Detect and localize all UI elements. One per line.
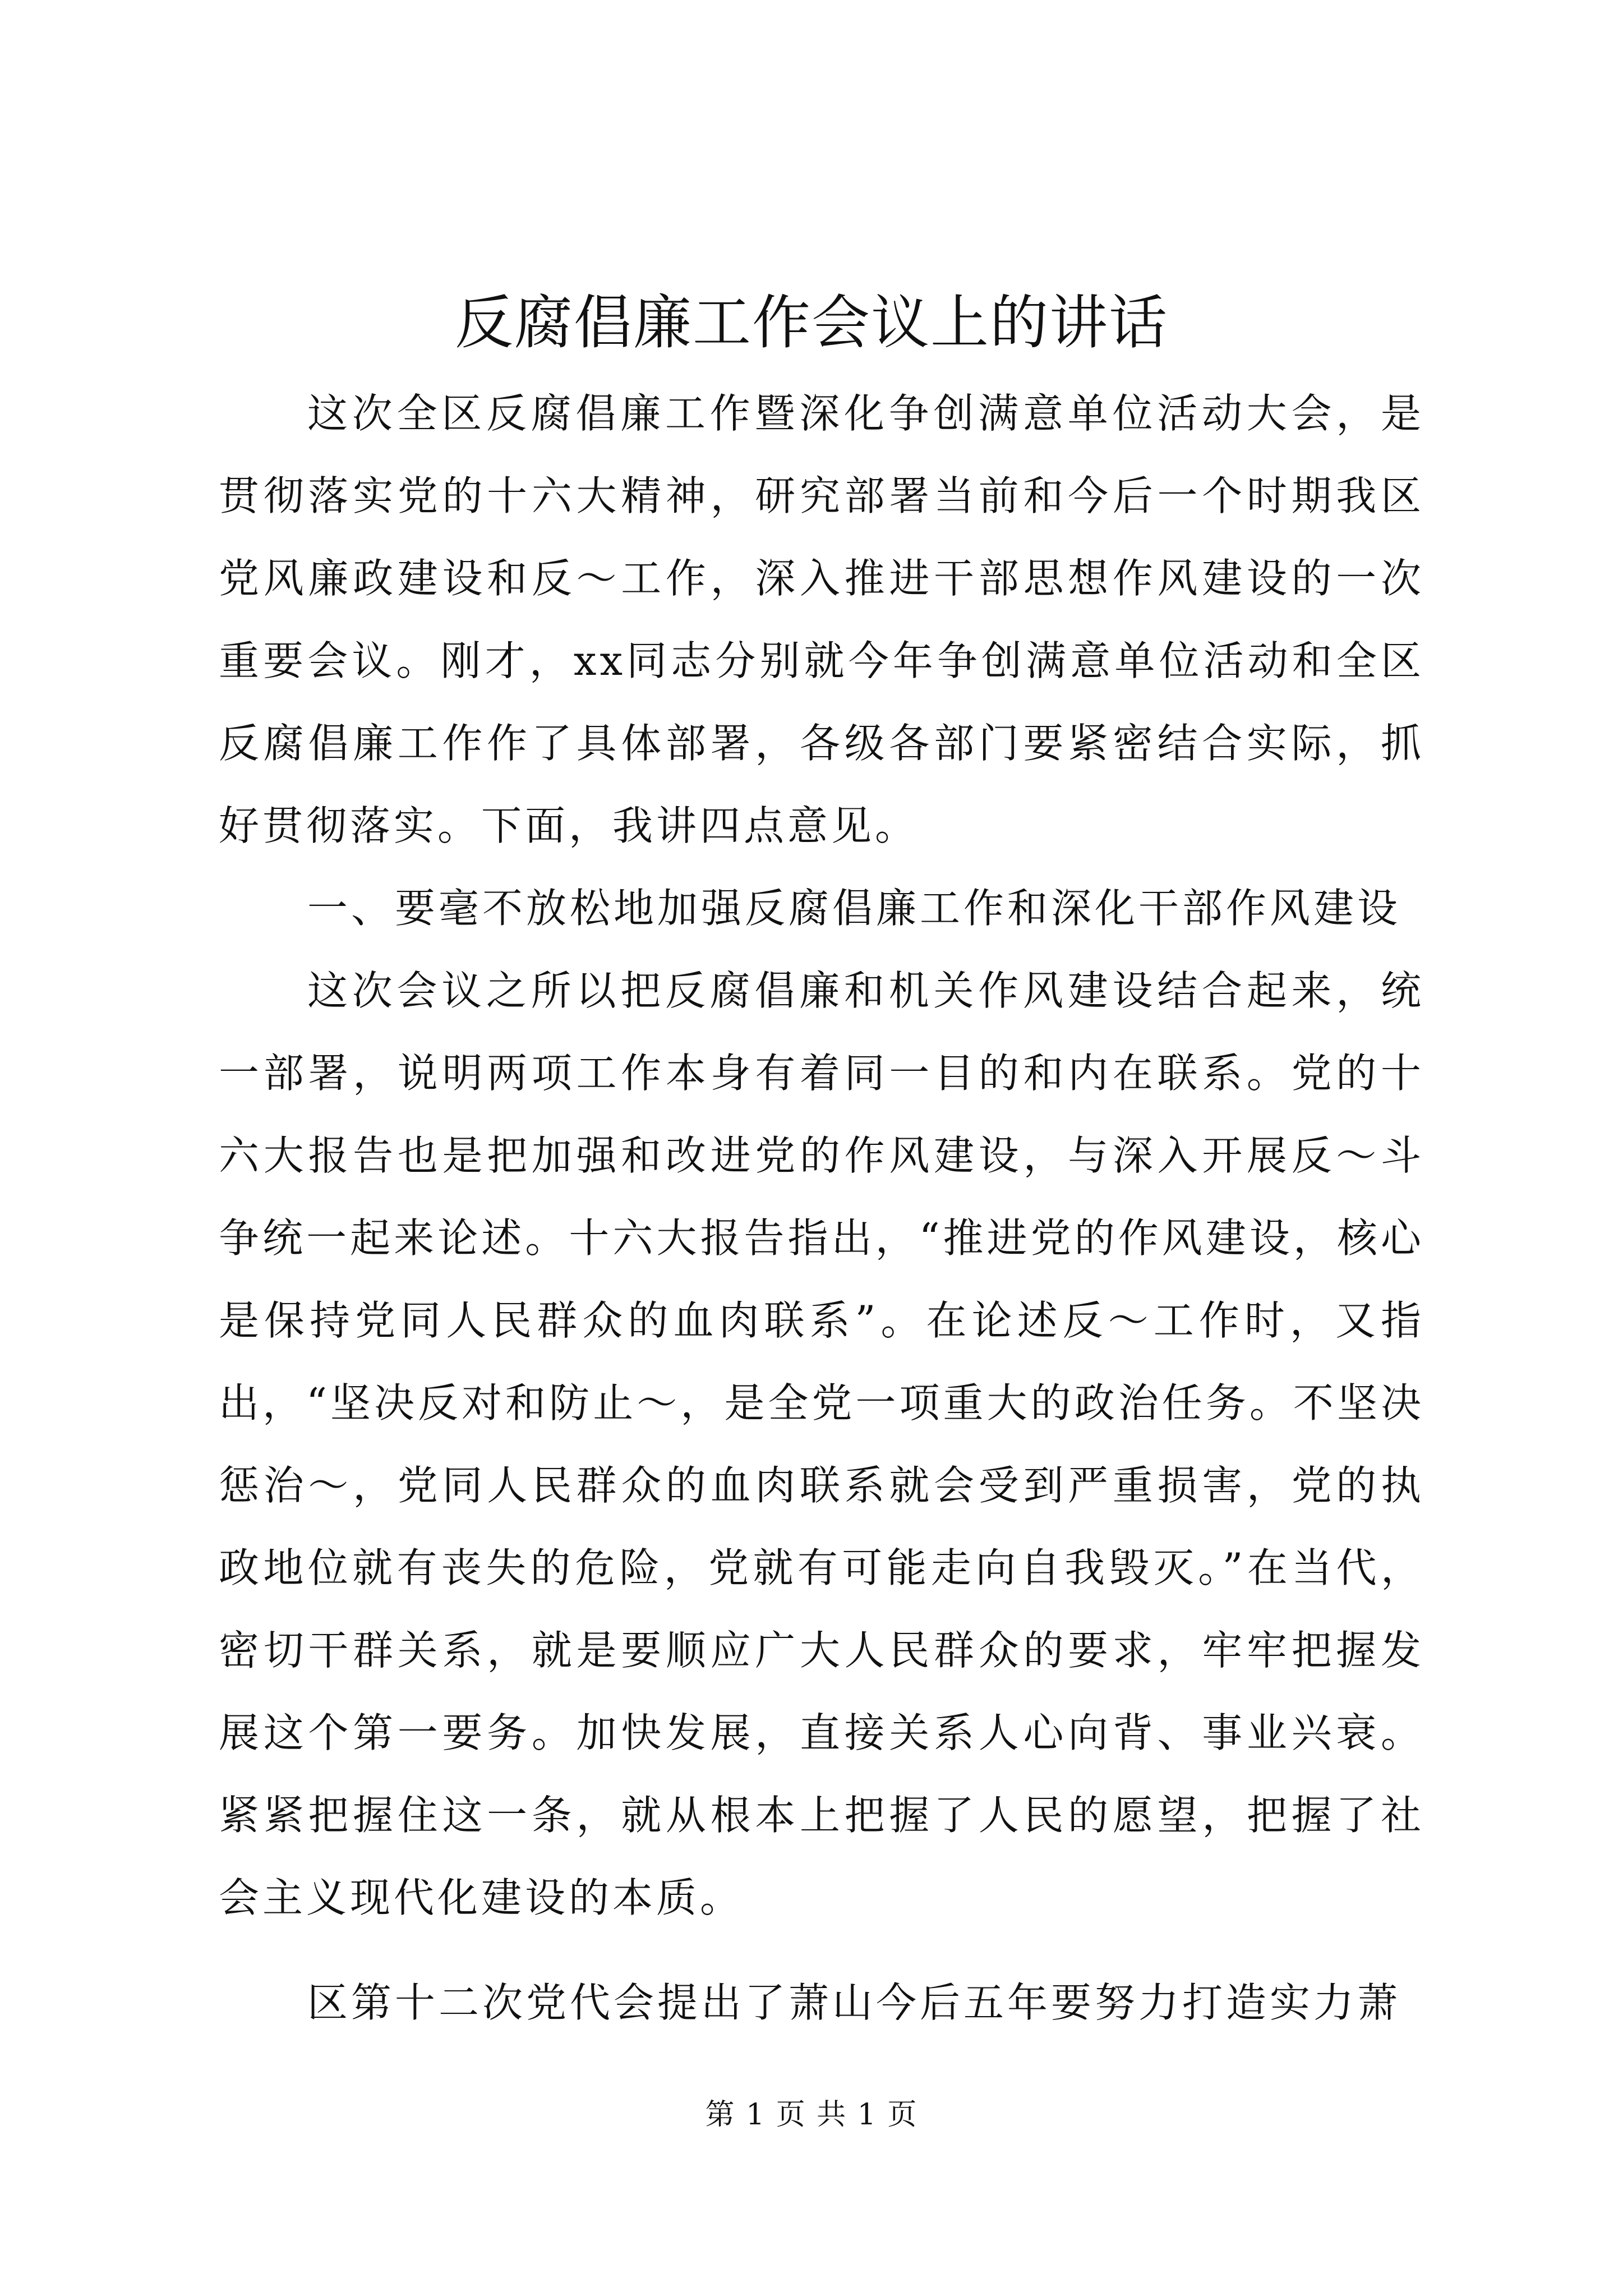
- document-title: 反腐倡廉工作会议上的讲话: [454, 288, 1168, 357]
- paragraph-intro: 这次全区反腐倡廉工作暨深化争创满意单位活动大会，是贯彻落实党的十六大精神，研究部署当前和今后一个时期我区党风廉政建设和反～工作，深入推进干部思想作风建设的一次重要会议。刚才，xx同志分别就今年争创满意单位活动和全区反腐倡廉工作作了具体部署，各级各部门要紧密结合实际，抓好贯彻落实。下面，我讲四点意见。: [219, 390, 1424, 849]
- section-heading-1: 一、要毫不放松地加强反腐倡廉工作和深化干部作风建设: [307, 885, 1401, 932]
- page-number-footer: 第 1 页 共 1 页: [705, 2098, 918, 2132]
- paragraph-continuation: 区第十二次党代会提出了萧山今后五年要努力打造实力萧: [307, 1979, 1401, 2026]
- document-body: [219, 372, 1424, 2044]
- paragraph-section-1: 这次会议之所以把反腐倡廉和机关作风建设结合起来，统一部署，说明两项工作本身有着同一目的和内在联系。党的十六大报告也是把加强和改进党的作风建设，与深入开展反～斗争统一起来论述。十六大报告指出，“推进党的作风建设，核心是保持党同人民群众的血肉联系”。在论述反～工作时，又指出，“坚决反对和防止～，是全党一项重大的政治任务。不坚决惩治～，党同人民群众的血肉联系就会受到严重损害，党的执政地位就有丧失的危险，党就有可能走向自我毁灭。”在当代，密切干群关系，就是要顺应广大人民群众的要求，牢牢把握发展这个第一要务。加快发展，直接关系人心向背、事业兴衰。紧紧把握住这一条，就从根本上把握了人民的愿望，把握了社会主义现代化建设的本质。: [219, 967, 1424, 1921]
